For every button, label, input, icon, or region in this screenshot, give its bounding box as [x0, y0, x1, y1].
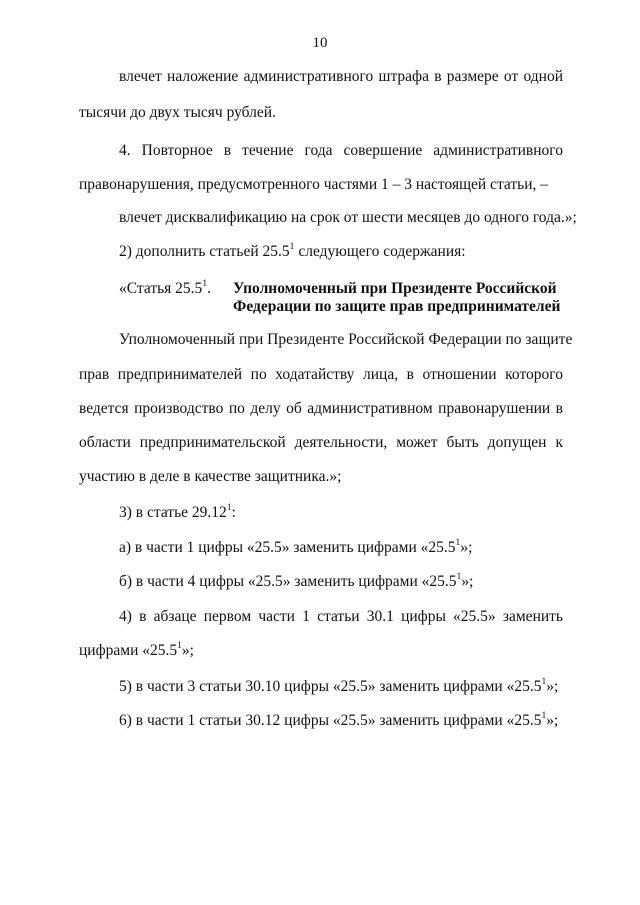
text-fragment: .: [207, 280, 211, 297]
text-line: тысячи до двух тысяч рублей.: [79, 104, 276, 121]
list-item: [119, 678, 558, 696]
text-fragment: 5) в части 3 статьи 30.10 цифры «25.5» заменить цифрами «25.5: [119, 678, 542, 695]
superscript: 1: [202, 278, 208, 289]
superscript: 1: [455, 537, 461, 548]
text-fragment: »;: [546, 712, 559, 729]
superscript: 1: [289, 241, 295, 252]
text-fragment: :: [231, 504, 236, 521]
text-fragment: цифрами «25.5: [79, 642, 178, 659]
superscript: 1: [226, 502, 232, 513]
text-fragment: 6) в части 1 статьи 30.12 цифры «25.5» заменить цифрами «25.5: [119, 712, 542, 729]
text-line: области предпринимательской деятельности, может быть допущен к: [79, 434, 563, 451]
text-line: прав предпринимателей по ходатайству лица, в отношении которого: [79, 366, 563, 383]
list-item: [119, 539, 472, 557]
text-line: 4. Повторное в течение года совершение административного: [119, 142, 563, 159]
text-line: влечет дисквалификацию на срок от шести месяцев до одного года.»;: [119, 209, 577, 226]
text-fragment: »;: [461, 573, 474, 590]
text-fragment: »;: [460, 539, 473, 556]
text-fragment: б) в части 4 цифры «25.5» заменить цифрами «25.5: [119, 573, 457, 590]
article-heading-line-2: Федерации по защите прав предпринимателей: [233, 298, 561, 315]
superscript: 1: [177, 640, 182, 651]
text-line: Уполномоченный при Президенте Российской Федерации по защите: [119, 331, 573, 348]
text-fragment: а) в части 1 цифры «25.5» заменить цифрами «25.5: [119, 539, 456, 556]
text-line: ведется производство по делу об административном правонарушении в: [79, 400, 563, 417]
text-fragment: »;: [181, 642, 194, 659]
text-fragment: «Статья 25.5: [119, 280, 203, 297]
text-fragment: 2) дополнить статьей 25.5: [119, 243, 290, 260]
list-item-continuation: [79, 642, 194, 660]
list-item: [119, 712, 558, 730]
page-number: 10: [312, 35, 328, 51]
text-line: правонарушения, предусмотренного частями 1 – 3 настоящей статьи, –: [79, 176, 549, 193]
list-item: [119, 504, 236, 522]
article-heading-line-1: Уполномоченный при Президенте Российской: [233, 280, 557, 297]
text-fragment: следующего содержания:: [294, 243, 466, 260]
list-item: 4) в абзаце первом части 1 статьи 30.1 цифры «25.5» заменить: [119, 608, 563, 625]
text-line: участию в деле в качестве защитника.»;: [79, 468, 342, 485]
superscript: 1: [541, 676, 547, 687]
list-item: [119, 573, 473, 591]
amendment-line: [119, 243, 466, 261]
superscript: 1: [456, 571, 462, 582]
text-fragment: 3) в статье 29.12: [119, 504, 227, 521]
text-fragment: »;: [546, 678, 559, 695]
superscript: 1: [541, 710, 547, 721]
text-line: влечет наложение административного штрафа в размере от одной: [119, 68, 563, 85]
article-label: [119, 280, 211, 298]
